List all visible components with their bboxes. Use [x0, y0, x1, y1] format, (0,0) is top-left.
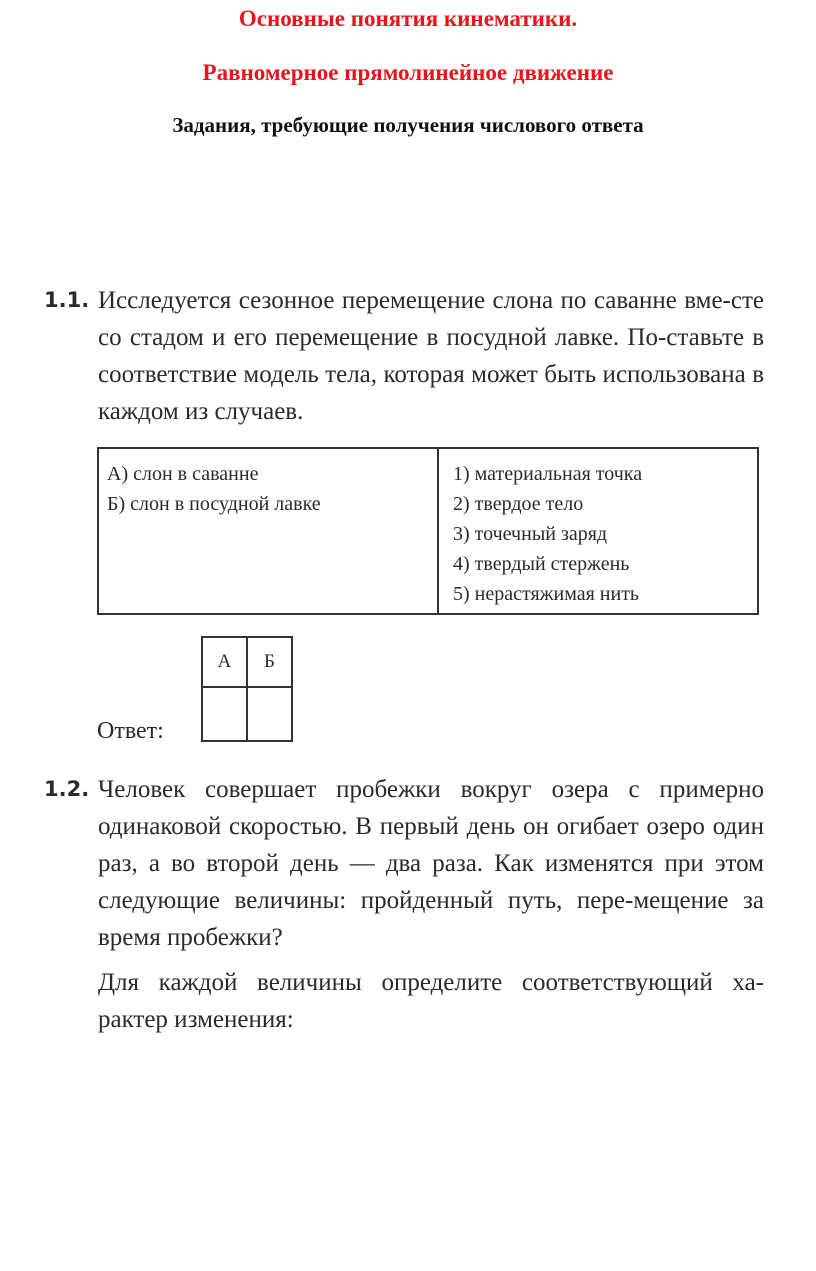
- matching-right-item: 2) твердое тело: [453, 493, 584, 515]
- answer-label: Ответ:: [97, 718, 164, 744]
- task-text: Исследуется сезонное перемещение слона по саванне вме-сте со стадом и его перемещение в посудной лавке. По-ставьте в соответствие модель тела, которая может быть использована в каждом из случаев.: [98, 287, 764, 425]
- matching-table: [97, 447, 759, 615]
- task-number: 1.2.: [44, 777, 90, 801]
- section-heading: Задания, требующие получения числового ответа: [172, 113, 644, 137]
- task-text-continued: Для каждой величины определите соответствующий ха-рактер изменения:: [98, 969, 764, 1033]
- task-number: 1.1.: [44, 288, 90, 312]
- task-1-1: [44, 282, 764, 438]
- answer-header-b: Б: [247, 637, 292, 687]
- answer-grid: [201, 636, 293, 742]
- matching-left-item: А) слон в саванне: [107, 463, 259, 485]
- page-subtitle-red: Равномерное прямолинейное движение: [202, 60, 614, 85]
- matching-right-item: 4) твердый стержень: [453, 553, 630, 575]
- matching-right-item: 5) нерастяжимая нить: [453, 583, 640, 605]
- task-text: Человек совершает пробежки вокруг озера с примерно одинаковой скоростью. В первый день он огибает озеро один раз, а во второй день — два раза. Как изменятся при этом следующие величины: пройденный путь, пере-мещение за время пробежки?: [98, 776, 764, 951]
- answer-cell-a[interactable]: [202, 687, 247, 741]
- matching-right-item: 1) материальная точка: [453, 463, 643, 485]
- answer-header-a: А: [202, 637, 247, 687]
- task-1-2: [44, 771, 764, 1046]
- matching-left-item: Б) слон в посудной лавке: [107, 493, 321, 515]
- page-title: Основные понятия кинематики.: [238, 6, 578, 31]
- answer-cell-b[interactable]: [247, 687, 292, 741]
- matching-right-column: [439, 449, 757, 613]
- matching-right-item: 3) точечный заряд: [453, 523, 608, 545]
- matching-left-column: [99, 449, 439, 613]
